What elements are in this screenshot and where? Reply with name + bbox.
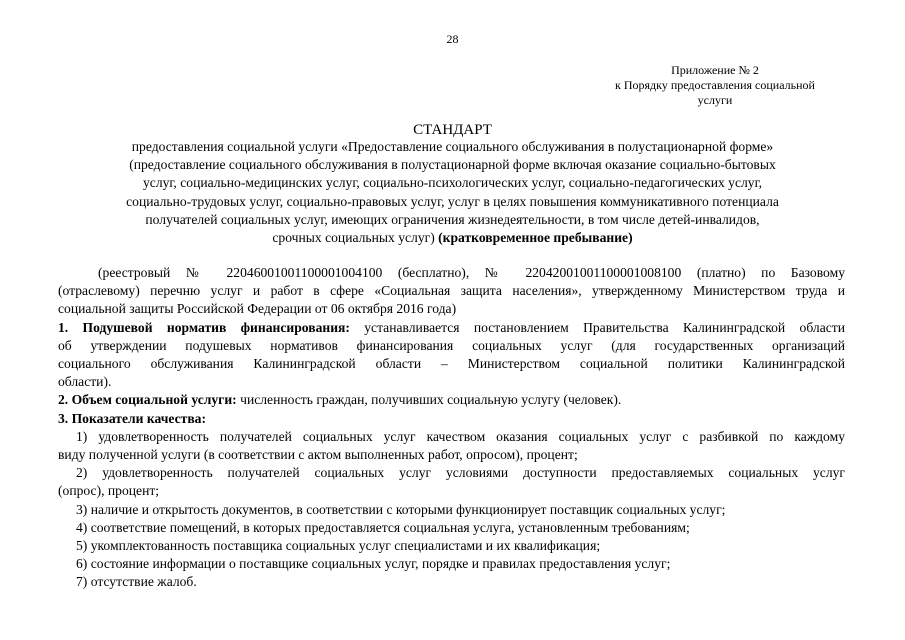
document-subtitle [40, 138, 865, 247]
quality-item-line: 3) наличие и открытость документов, в соответствии с которыми функционирует поставщик социальных услуг; [76, 501, 726, 517]
quality-item-line: 1) удовлетворенность получателей социальных услуг качеством оказания социальных услуг с разбивкой по каждому [76, 428, 845, 444]
quality-item-line: 6) состояние информации о поставщике социальных услуг, порядке и правилах предоставления услуг; [76, 556, 671, 572]
subtitle-line-last [40, 229, 865, 247]
quality-item-line: 4) соответствие помещений, в которых предоставляется социальная услуга, установленным требованиям; [76, 519, 690, 535]
quality-item-line: 5) укомплектованность поставщика социальных услуг специалистами и их квалификация; [76, 538, 601, 554]
section-2-heading: 2. Объем социальной услуги: [58, 392, 237, 408]
section-2-line [58, 391, 845, 409]
subtitle-line: получателей социальных услуг, имеющих ограничения жизнедеятельности, в том числе детей-инвалидов, [145, 211, 760, 227]
quality-item-line: виду полученной услуги (в соответствии с актом выполненных работ, опросом), процент; [58, 447, 578, 463]
section-2-text: численность граждан, получивших социальную услугу (человек). [240, 392, 622, 408]
registry-line: (отраслевому) перечню услуг и работ в сфере «Социальная защита населения», утвержденному Министерством труда и [58, 283, 845, 299]
section-1-line: об утверждении подушевых нормативов финансирования социальных услуг (для государственных организаций [58, 337, 845, 353]
subtitle-line: услуг, социально-медицинских услуг, социально-психологических услуг, социально-педагогических услуг, [142, 175, 763, 191]
section-3-heading: 3. Показатели качества: [58, 410, 206, 426]
quality-item-line: (опрос), процент; [58, 483, 160, 499]
page-number: 28 [446, 32, 459, 46]
document-body [58, 264, 845, 592]
appendix-line: Приложение № 2 [671, 63, 759, 77]
section-3-heading-line [58, 410, 845, 428]
section-1-line: области). [58, 374, 112, 390]
quality-item-line: 2) удовлетворенность получателей социальных услуг условиями доступности предоставляемых социальных услуг [76, 465, 845, 481]
section-1-text: устанавливается постановлением Правительства Калининградской области [364, 319, 845, 335]
subtitle-line: социально-трудовых услуг, социально-правовых услуг, услуг в целях повышения коммуникативного потенциала [126, 193, 779, 209]
quality-item-line: 7) отсутствие жалоб. [76, 574, 197, 590]
subtitle-line: (предоставление социального обслуживания в полустационарной форме включая оказание социально-бытовых [129, 157, 776, 173]
registry-line: (реестровый № 22046001001100001004100 (бесплатно), № 22042001001100001008100 (платно) по Базовому [98, 265, 845, 280]
registry-line: социальной защиты Российской Федерации от 06 октября 2016 года) [58, 301, 457, 317]
section-1-line [58, 319, 845, 337]
document-title: СТАНДАРТ [413, 122, 492, 138]
section-1-line: социального обслуживания Калининградской области – Министерством социальной политики Калининградской [58, 356, 845, 372]
appendix-line: к Порядку предоставления социальной [615, 78, 815, 92]
subtitle-line: предоставления социальной услуги «Предоставление социального обслуживания в полустационарной форме» [131, 139, 774, 154]
subtitle-bold-text: (кратковременное пребывание) [438, 230, 633, 246]
subtitle-text: срочных социальных услуг) [272, 230, 435, 246]
section-1-heading: 1. Подушевой норматив финансирования: [58, 319, 350, 335]
appendix-header [600, 63, 830, 108]
appendix-line: услуги [697, 93, 733, 107]
